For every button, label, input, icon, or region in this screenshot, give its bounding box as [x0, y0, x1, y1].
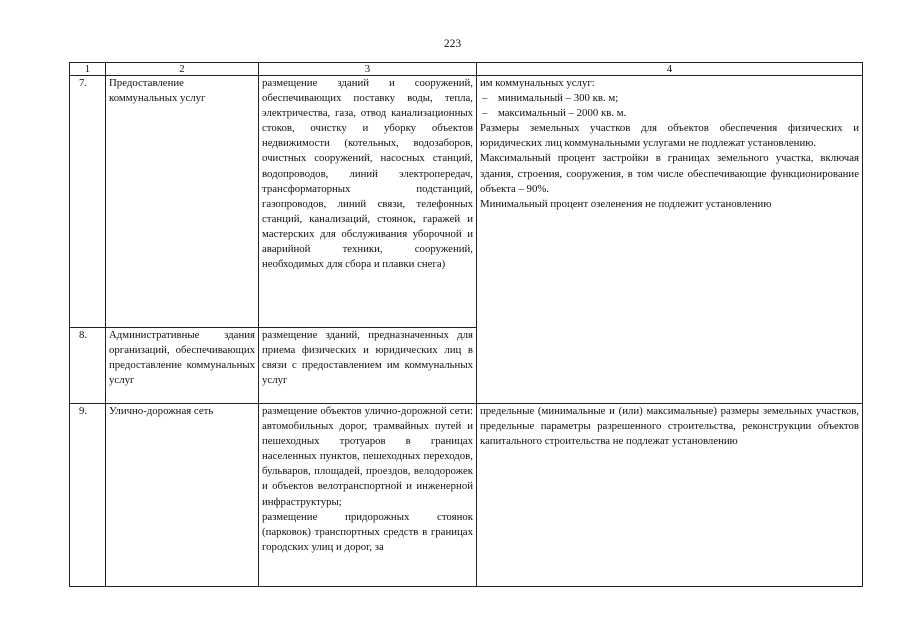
table-row: [70, 76, 863, 328]
column-number: 1: [70, 63, 106, 76]
parameters-paragraph: Минимальный процент озеленения не подлежит установлению: [480, 197, 772, 210]
use-type-name: Улично-дорожная сеть: [106, 404, 259, 587]
column-number: 4: [477, 63, 863, 76]
row-number: 8.: [70, 328, 106, 404]
dash-bullet: –: [482, 107, 488, 120]
min-area: минимальный – 300 кв. м;: [498, 92, 619, 105]
parameters-intro: им коммунальных услуг:: [480, 77, 595, 89]
use-type-description: размещение зданий, предназначенных для приема физических и юридических лиц в связи с предоставлением им коммунальных услуг: [259, 328, 477, 404]
row-number: 9.: [70, 404, 106, 587]
row-number: 7.: [70, 76, 106, 328]
table-row: [70, 404, 863, 587]
list-item: [480, 91, 859, 106]
use-type-name: Предоставление коммунальных услуг: [106, 76, 259, 328]
parameters-cell: [477, 76, 863, 404]
use-type-description: размещение объектов улично-дорожной сети: автомобильных дорог, трамвайных путей и пешеходных тротуаров в границах населенных пунктов, пешеходных переходов, бульваров, площадей, проездов, велодорожек и объектов велотранспортной и инженерной инфраструктуры; размещение придорожных стоянок (парковок) транспортных средств в границах городских улиц и дорог, за: [259, 404, 477, 587]
use-type-name: Административные здания организаций, обеспечивающих предоставление коммунальных услуг: [106, 328, 259, 404]
dash-bullet: –: [482, 92, 488, 105]
column-number-row: [70, 63, 863, 76]
page-number: 223: [443, 38, 462, 50]
parameters-paragraph: Размеры земельных участков для объектов обеспечения физических и юридических лиц коммунальными услугами не подлежат установлению.: [480, 122, 859, 150]
column-number: 3: [259, 63, 477, 76]
max-area: максимальный – 2000 кв. м.: [498, 107, 627, 120]
list-item: [480, 106, 859, 121]
column-number: 2: [106, 63, 259, 76]
parameters-paragraph: Максимальный процент застройки в границах земельного участка, включая здания, строения, сооружения, в том числе обеспечивающие функционирование объекта – 90%.: [480, 152, 859, 195]
regulations-table: [69, 62, 863, 587]
use-type-description: размещение зданий и сооружений, обеспечивающих поставку воды, тепла, электричества, газа, отвод канализационных стоков, очистку и уборку объектов недвижимости (котельных, водозаборов, очистных сооружений, насосных станций, водопроводов, линий электропередач, трансформаторных подстанций, газопроводов, линий связи, телефонных станций, канализаций, стоянок, гаражей и мастерских для обслуживания уборочной и аварийной техники, сооружений, необходимых для сбора и плавки снега): [259, 76, 477, 328]
parameters-cell: предельные (минимальные и (или) максимальные) размеры земельных участков, предельные параметры разрешенного строительства, реконструкции объектов капитального строительства не подлежат установлению: [477, 404, 863, 587]
